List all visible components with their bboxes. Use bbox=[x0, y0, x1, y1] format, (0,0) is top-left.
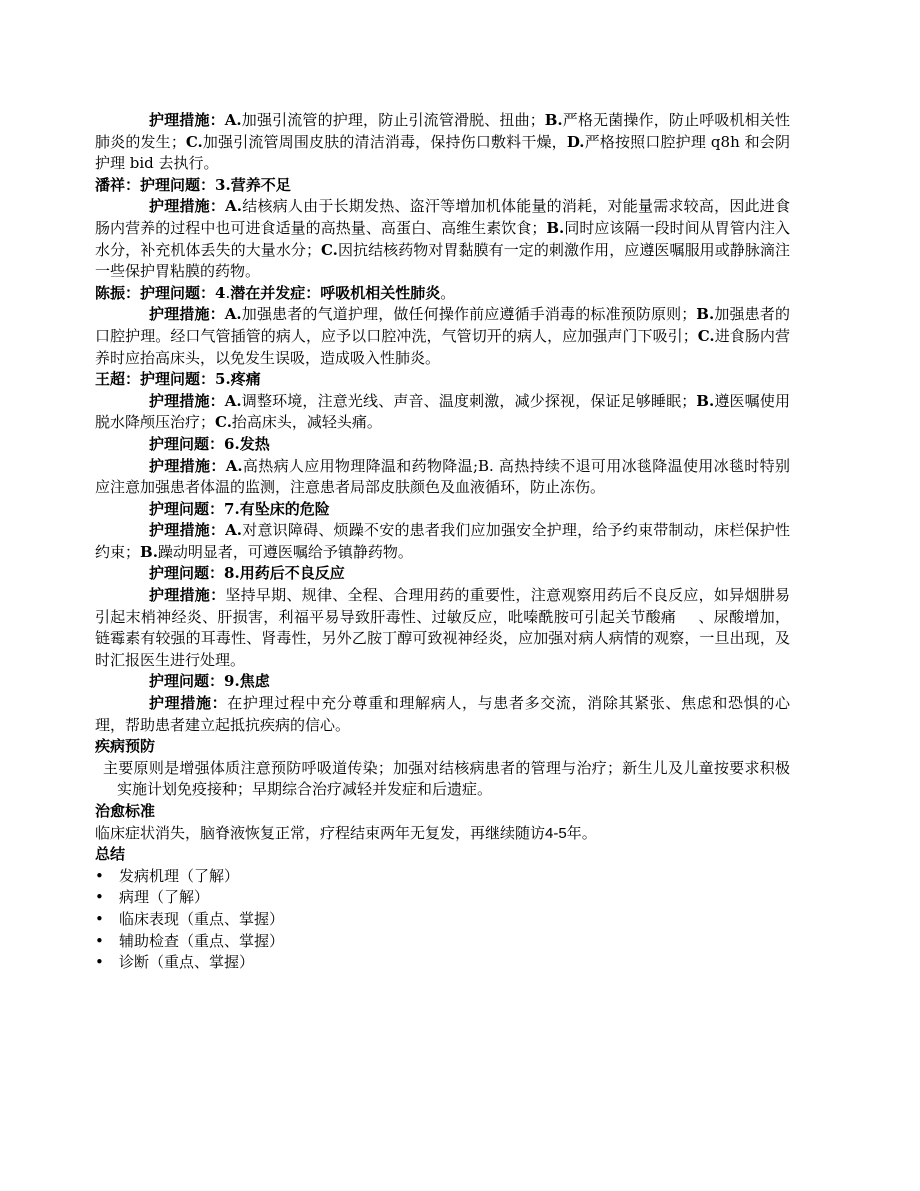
paragraph-measures-6: 护理措施：A.高热病人应用物理降温和药物降温;B. 高热持续不退可用冰毯降温使用冰毯时特别应注意加强患者体温的监测，注意患者局部皮肤颜色及血液循环，防止冻伤。 bbox=[95, 456, 790, 497]
problem-title: 用药后不良反应 bbox=[239, 564, 345, 583]
paragraph-measures-9: 护理措施：在护理过程中充分尊重和理解病人，与患者多交流，消除其紧张、焦虑和恐惧的心理，帮助患者建立起抵抗疾病的信心。 bbox=[95, 694, 790, 734]
problem-title: 疼痛 bbox=[230, 370, 261, 389]
patient-name: 陈振： bbox=[95, 283, 141, 302]
paragraph-measures-7: 护理措施：A.对意识障碍、烦躁不安的患者我们应加强安全护理，给予约束带制动，床栏保护性约束；B.躁动明显者，可遵医嘱给予镇静药物。 bbox=[95, 521, 790, 561]
summary-heading: 总结 bbox=[95, 845, 126, 864]
bullet-icon: • bbox=[95, 866, 104, 885]
measures-label: 护理措施： bbox=[149, 586, 226, 605]
measures-label: 护理措施： bbox=[149, 197, 226, 216]
list-item: • 病理（了解） bbox=[95, 887, 790, 909]
item-key: D. bbox=[566, 132, 585, 151]
problem-title: 潜在并发症：呼吸机相关性肺炎 bbox=[230, 283, 441, 302]
measures-label: 护理措施： bbox=[149, 111, 225, 129]
patient-name: 王超： bbox=[95, 370, 141, 389]
problem-title: 焦虑 bbox=[239, 672, 270, 691]
problem-heading-3: 潘祥：护理问题：3.营养不足 bbox=[95, 175, 291, 194]
paragraph-measures-1: 护理措施：A.加强引流管的护理，防止引流管滑脱、扭曲；B.严格无菌操作，防止呼吸机相关性肺炎的发生；C.加强引流管周围皮肤的清洁消毒，保持伤口敷料干燥，D.严格按照口腔护理 q8h 和会阴护理 bid 去执行。 bbox=[95, 111, 790, 173]
measures-label: 护理措施： bbox=[149, 305, 225, 324]
item-key: B. bbox=[544, 111, 563, 129]
bullet-icon: • bbox=[95, 931, 104, 950]
prevention-heading: 疾病预防 bbox=[95, 737, 156, 756]
list-item: • 辅助检查（重点、掌握） bbox=[95, 931, 790, 953]
problem-title: 营养不足 bbox=[230, 175, 291, 194]
item-key: C. bbox=[185, 132, 203, 151]
paragraph-measures-3: 护理措施：A.结核病人由于长期发热、盗汗等增加机体能量的消耗，对能量需求较高，因此进食肠内营养的过程中也可进食适量的高热量、高蛋白、高维生素饮食；B.同时应该隔一段时间从胃管内注入水分，补充机体丢失的大量水分；C.因抗结核药物对胃黏膜有一定的刺激作用，应遵医嘱服用或静脉滴注一些保护胃粘膜的药物。 bbox=[95, 197, 790, 281]
item-key: A. bbox=[224, 111, 242, 129]
problem-heading-4: 陈振：护理问题：4.潜在并发症：呼吸机相关性肺炎。 bbox=[95, 283, 456, 302]
cure-heading: 治愈标准 bbox=[95, 802, 156, 820]
measures-label: 护理措施： bbox=[149, 521, 226, 540]
problem-heading-9: 护理问题：9.焦虑 bbox=[149, 672, 270, 691]
problem-heading-7: 护理问题：7.有坠床的危险 bbox=[149, 499, 330, 518]
problem-title: 有坠床的危险 bbox=[239, 499, 330, 518]
prevention-text: 主要原则是增强体质注意预防呼吸道传染；加强对结核病患者的管理与治疗；新生儿及儿童按要求积极实施计划免疫接种；早期综合治疗减轻并发症和后遗症。 bbox=[103, 758, 790, 799]
list-item: • 发病机理（了解） bbox=[95, 866, 790, 888]
measures-label: 护理措施： bbox=[149, 694, 228, 713]
problem-heading-8: 护理问题：8.用药后不良反应 bbox=[149, 564, 345, 583]
paragraph-measures-4: 护理措施：A.加强患者的气道护理，做任何操作前应遵循手消毒的标准预防原则；B.加强患者的口腔护理。经口气管插管的病人，应予以口腔冲洗，气管切开的病人，应加强声门下吸引；C.进食肠内营养时应抬高床头，以免发生误吸，造成吸入性肺炎。 bbox=[95, 305, 790, 367]
problem-heading-5: 王超：护理问题：5.疼痛 bbox=[95, 370, 261, 389]
summary-list bbox=[95, 866, 790, 974]
measures-label: 护理措施： bbox=[149, 391, 225, 410]
paragraph-measures-8: 护理措施：坚持早期、规律、全程、合理用药的重要性，注意观察用药后不良反应，如异烟肼易引起末梢神经炎、肝损害，利福平易导致肝毒性、过敏反应，吡嗪酰胺可引起关节酸痛 、尿酸增加，链霉素有较强的耳毒性、肾毒性，另外乙胺丁醇可致视神经炎，应加强对病人病情的观察，一旦出现，及时汇报医生进行处理。 bbox=[95, 586, 790, 669]
problem-heading-6: 护理问题：6.发热 bbox=[149, 434, 270, 453]
list-item: • 诊断（重点、掌握） bbox=[95, 952, 790, 974]
cure-text: 临床症状消失，脑脊液恢复正常，疗程结束两年无复发，再继续随访4-5年。 bbox=[95, 823, 597, 842]
bullet-icon: • bbox=[95, 953, 104, 972]
list-item: • 临床表现（重点、掌握） bbox=[95, 909, 790, 931]
measures-label: 护理措施： bbox=[149, 456, 226, 475]
problem-title: 发热 bbox=[239, 434, 270, 453]
patient-name: 潘祥： bbox=[95, 175, 141, 194]
paragraph-measures-5: 护理措施：A.调整环境，注意光线、声音、温度刺激，减少探视，保证足够睡眠；B.遵医嘱使用脱水降颅压治疗；C.抬高床头，减轻头痛。 bbox=[95, 391, 790, 432]
bullet-icon: • bbox=[95, 888, 104, 907]
bullet-icon: • bbox=[95, 909, 104, 928]
document-page bbox=[95, 110, 790, 974]
